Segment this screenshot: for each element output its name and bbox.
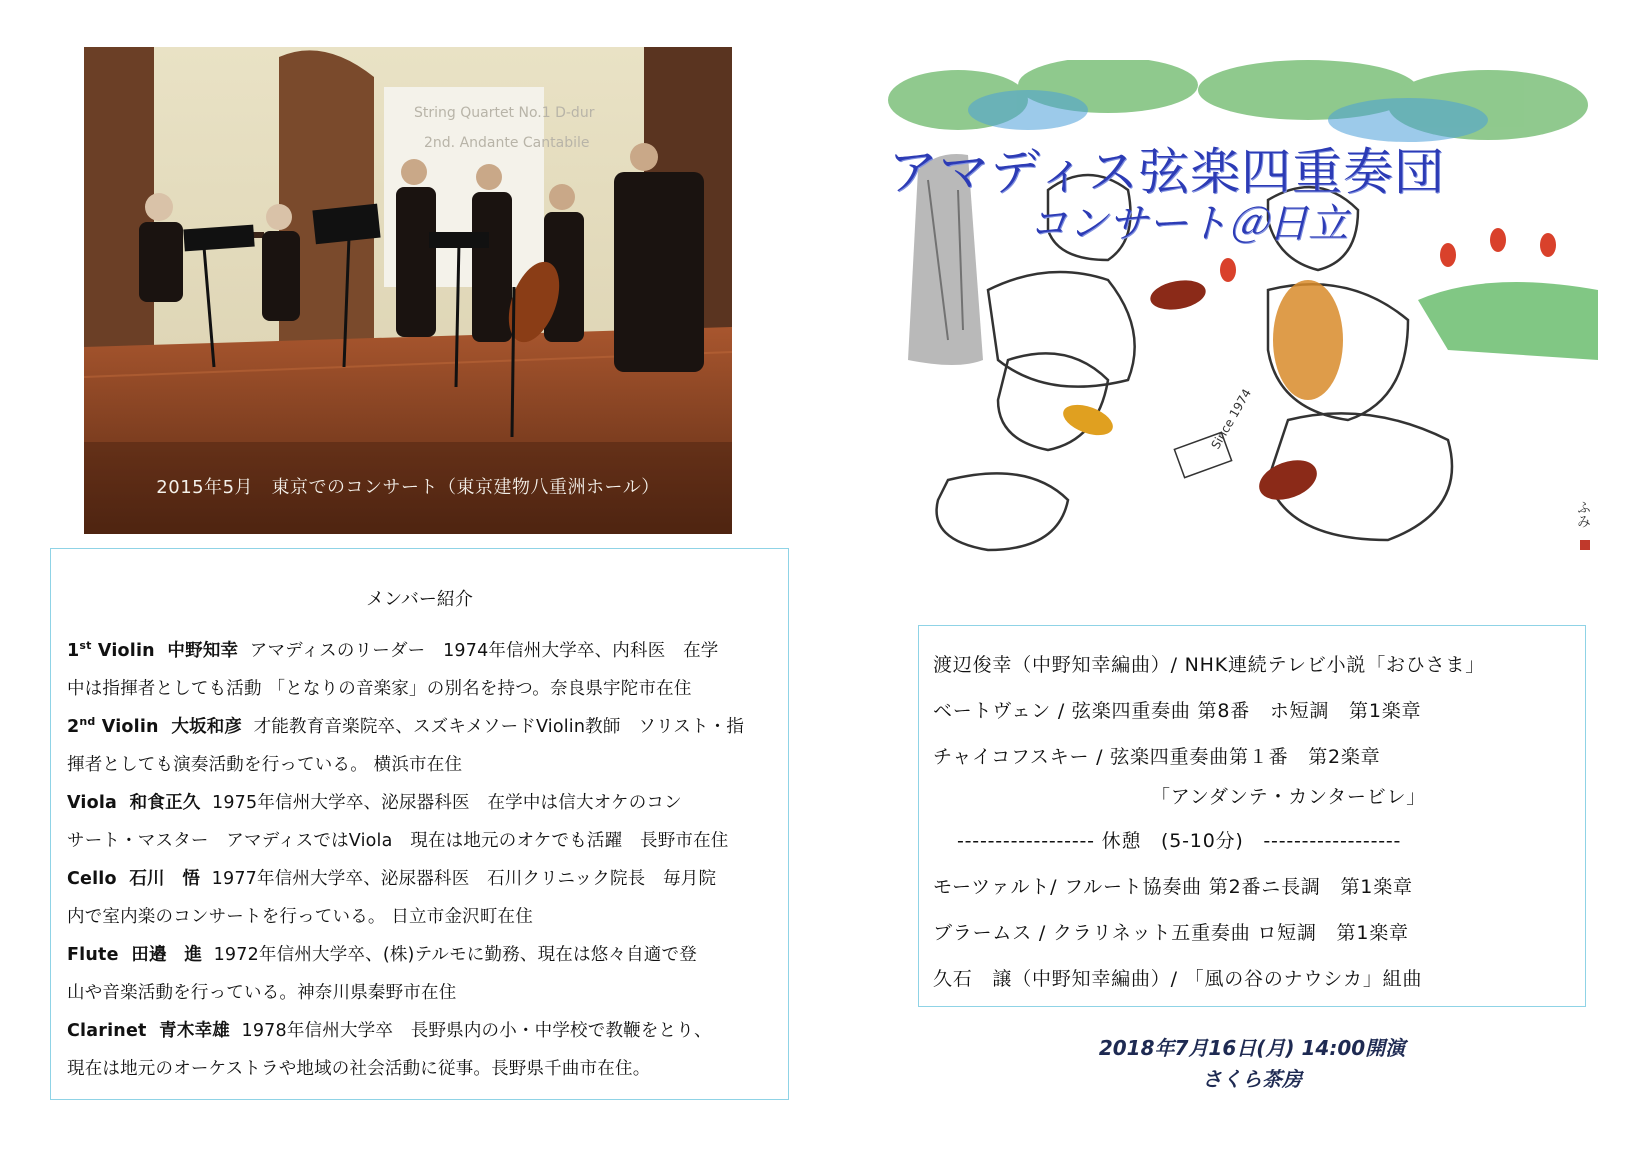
member-role-sup: st (79, 639, 92, 653)
member-line-cont: 揮者としても演奏活動を行っている。 横浜市在住 (67, 755, 463, 775)
event-venue: さくら茶房 (1202, 1067, 1302, 1091)
program-item: ベートヴェン / 弦楽四重奏曲 第8番 ホ短調 第1楽章 (933, 700, 1422, 722)
member-line-flute (67, 941, 697, 966)
concert-photo-image (84, 47, 732, 534)
event-date: 2018年7月16日(月) 14:00開演 (1098, 1036, 1406, 1060)
member-role-sup: nd (79, 715, 96, 729)
member-text: 1975年信州大学卒、泌尿器科医 在学中は信大オケのコン (212, 793, 682, 813)
member-line-cello (67, 865, 716, 890)
member-role: Cello (67, 869, 117, 889)
member-text: 1977年信州大学卒、泌尿器科医 石川クリニック院長 毎月院 (211, 869, 717, 889)
screen-text-1: String Quartet No.1 D-dur (414, 105, 595, 121)
member-role-rest: Violin (95, 717, 159, 737)
member-line-cont: 現在は地元のオーケストラや地域の社会活動に従事。長野県千曲市在住。 (67, 1059, 651, 1079)
member-line-2nd-violin (67, 713, 744, 738)
member-text: 1972年信州大学卒、(株)テルモに勤務、現在は悠々自適で登 (213, 945, 697, 965)
member-role: 2 (67, 717, 80, 737)
member-line-clarinet (67, 1017, 712, 1042)
program-item-subtitle: 「アンダンテ・カンタービレ」 (1151, 786, 1427, 808)
members-title: メンバー紹介 (366, 589, 473, 610)
since-text: Since 1974 (1208, 386, 1255, 452)
program-box (918, 625, 1586, 1007)
member-name: 中野知幸 (167, 641, 239, 661)
member-line-1st-violin (67, 637, 719, 662)
member-name: 石川 悟 (129, 869, 201, 889)
member-line-cont: 山や音楽活動を行っている。神奈川県秦野市在住 (67, 983, 457, 1003)
member-name: 青木幸雄 (159, 1021, 230, 1041)
member-name: 大坂和彦 (171, 717, 243, 737)
screen-text-2: 2nd. Andante Cantabile (424, 135, 590, 151)
member-line-cont: サート・マスター アマディスではViola 現在は地元のオケでも活躍 長野市在住 (67, 831, 729, 851)
member-line-viola (67, 789, 682, 814)
members-box (50, 548, 789, 1100)
program-item: 久石 譲（中野知幸編曲）/ 「風の谷のナウシカ」組曲 (933, 968, 1423, 990)
program-item: ブラームス / クラリネット五重奏曲 ロ短調 第1楽章 (933, 922, 1409, 944)
member-line-cont: 中は指揮者としても活動 「となりの音楽家」の別名を持つ。奈良県宇陀市在住 (67, 679, 692, 699)
member-text: アマディスのリーダー 1974年信州大学卒、内科医 在学 (249, 641, 719, 661)
member-role: Flute (67, 945, 119, 965)
concert-photo (84, 47, 732, 534)
program-item: チャイコフスキー / 弦楽四重奏曲第１番 第2楽章 (933, 746, 1381, 768)
member-name: 和食正久 (129, 793, 201, 813)
member-role: 1 (67, 641, 80, 661)
member-role: Clarinet (67, 1021, 147, 1041)
left-page (0, 0, 818, 1165)
member-role: Viola (67, 793, 118, 813)
program-item: モーツァルト/ フルート協奏曲 第2番ニ長調 第1楽章 (933, 876, 1413, 898)
member-name: 田邉 進 (131, 945, 203, 965)
cover-title: アマディス弦楽四重奏団 (888, 143, 1445, 201)
program-intermission: ------------------ 休憩 (5-10分) ------------------ (957, 830, 1402, 852)
signature: ふみ (1575, 500, 1591, 528)
program-item: 渡辺俊幸（中野知幸編曲）/ NHK連続テレビ小説「おひさま」 (933, 654, 1486, 676)
seal-stamp (1580, 540, 1590, 550)
member-line-cont: 内で室内楽のコンサートを行っている。 日立市金沢町在住 (67, 907, 533, 927)
member-role-rest: Violin (91, 641, 155, 661)
cover-illustration (888, 60, 1608, 590)
cover-subtitle: コンサート＠日立 (1028, 201, 1348, 247)
photo-caption: 2015年5月 東京でのコンサート（東京建物八重洲ホール） (156, 477, 660, 498)
member-text: 1978年信州大学卒 長野県内の小・中学校で教鞭をとり、 (241, 1021, 712, 1041)
member-text: 才能教育音楽院卒、スズキメソードViolin教師 ソリスト・指 (253, 717, 745, 737)
